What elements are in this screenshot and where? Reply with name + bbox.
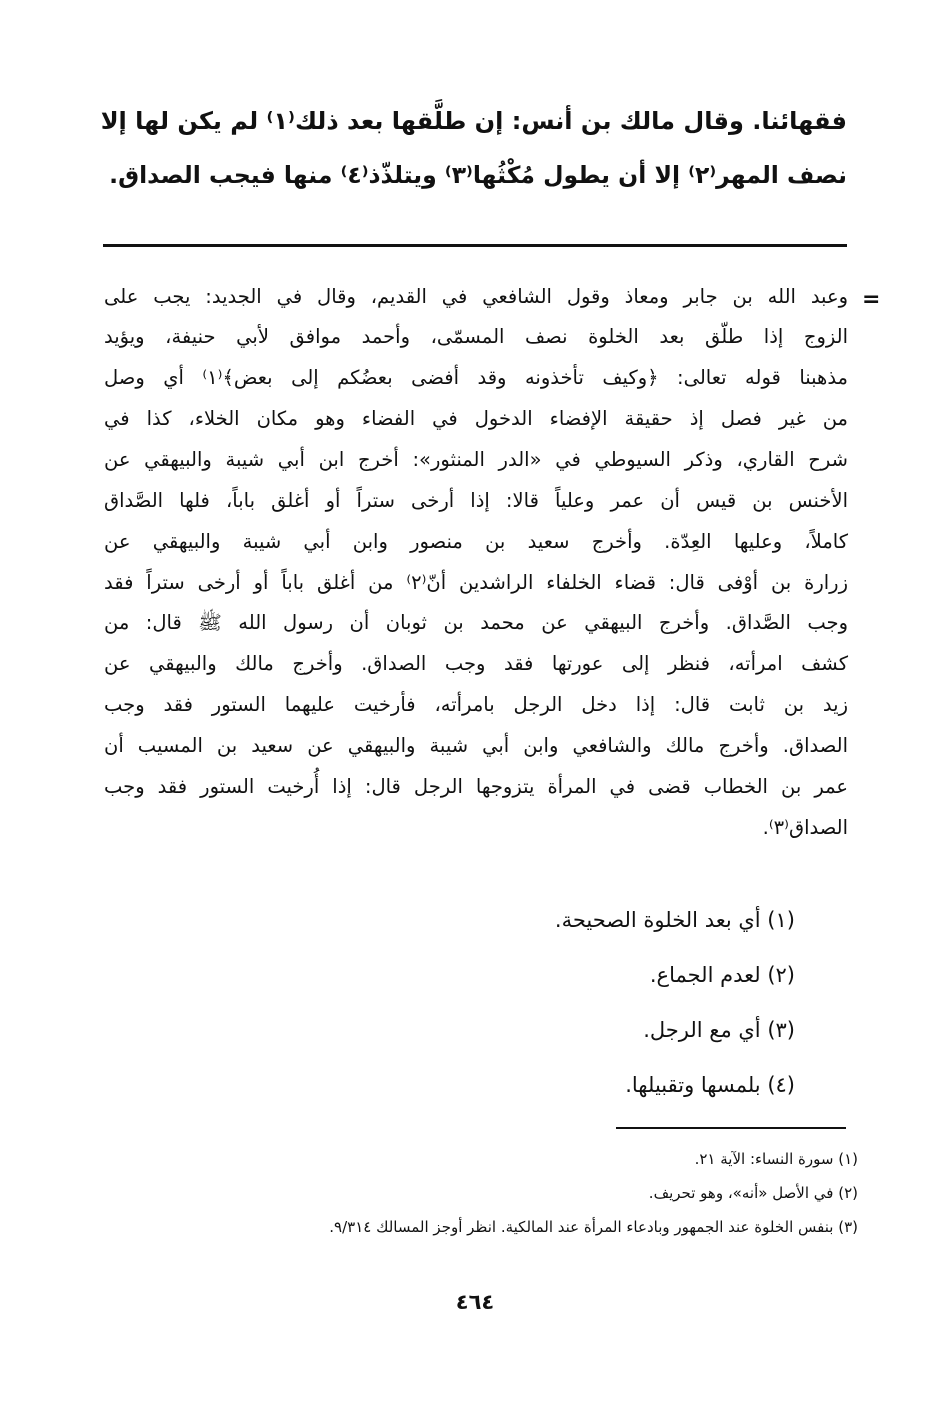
commentary-line-1: وعبد الله بن جابر ومعاذ وقول الشافعي في القديم، وقال في الجديد: يجب على bbox=[104, 285, 848, 308]
commentary-line-12: الصداق. وأخرج مالك والشافعي وابن أبي شيبة والبيهقي عن سعيد بن المسيب أن bbox=[104, 734, 848, 757]
commentary-line-13: عمر بن الخطاب قضى في المرأة يتزوجها الرجل قال: إذا أُرخيت الستور فقد وجب bbox=[104, 775, 848, 798]
commentary-line-2: الزوج إذا طلّق بعد الخلوة نصف المسمّى، وأحمد موافق لأبي حنيفة، ويؤيد bbox=[104, 325, 848, 348]
commentary-line-3: مذهبنا قوله تعالى: ﴿وكيف تأخذونه وقد أفضى بعضُكم إلى بعض﴾⁽١⁾ أي وصل bbox=[104, 366, 848, 389]
commentary-line-6: الأخنس بن قيس أن عمر وعلياً قالا: إذا أرخى ستراً أو أغلق باباً، فلها الصَّداق bbox=[104, 489, 848, 512]
continuation-marker: = bbox=[862, 287, 881, 312]
main-text-line-2: نصف المهر⁽٢⁾ إلا أن يطول مُكْثُها⁽٣⁾ ويتلذّذ⁽٤⁾ منها فيجب الصداق. bbox=[109, 161, 847, 189]
commentary-footnote-3: (٣) بنفس الخلوة عند الجمهور وبادعاء المرأة عند المالكية. انظر أوجز المسالك ٩/٣١٤. bbox=[329, 1218, 858, 1236]
main-text-line-1: فقهائنا. وقال مالك بن أنس: إن طلَّقها بعد ذلك⁽١⁾ لم يكن لها إلا bbox=[100, 107, 847, 135]
page-number: ٤٦٤ bbox=[455, 1290, 495, 1314]
commentary-line-10: كشف امرأته، فنظر إلى عورتها فقد وجب الصداق. وأخرج مالك والبيهقي عن bbox=[104, 652, 848, 675]
commentary-line-7: كاملاً، وعليها العِدّة. وأخرج سعيد بن منصور وابن أبي شيبة والبيهقي عن bbox=[104, 530, 848, 553]
commentary-line-8: زرارة بن أوْفى قال: قضاء الخلفاء الراشدين أنّ⁽٢⁾ من أغلق باباً أو أرخى ستراً فقد bbox=[104, 571, 848, 594]
commentary-line-14: الصداق⁽٣⁾. bbox=[762, 816, 848, 839]
commentary-line-11: زيد بن ثابت قال: إذا دخل الرجل بامرأته، فأرخيت عليهما الستور فقد وجب bbox=[104, 693, 848, 716]
commentary-footnote-2: (٢) في الأصل «أنه»، وهو تحريف. bbox=[648, 1184, 858, 1202]
commentary-footnote-1: (١) سورة النساء: الآية ٢١. bbox=[694, 1150, 858, 1168]
main-footnote-4: (٤) بلمسها وتقبيلها. bbox=[625, 1073, 795, 1097]
main-footnote-1: (١) أي بعد الخلوة الصحيحة. bbox=[554, 908, 795, 932]
separator-rule bbox=[103, 244, 847, 247]
footnote-rule bbox=[616, 1127, 846, 1129]
commentary-line-4: من غير فصل إذ حقيقة الإفضاء الدخول في الفضاء وهو مكان الخلاء، كذا في bbox=[104, 407, 848, 430]
commentary-line-5: شرح القاري، وذكر السيوطي في «الدر المنثور»: أخرج ابن أبي شيبة والبيهقي عن bbox=[104, 448, 848, 471]
main-footnote-2: (٢) لعدم الجماع. bbox=[649, 963, 795, 987]
commentary-line-9: وجب الصَّداق. وأخرج البيهقي عن محمد بن ثوبان أن رسول الله ﷺ قال: من bbox=[104, 611, 848, 634]
main-footnote-3: (٣) أي مع الرجل. bbox=[643, 1018, 795, 1042]
